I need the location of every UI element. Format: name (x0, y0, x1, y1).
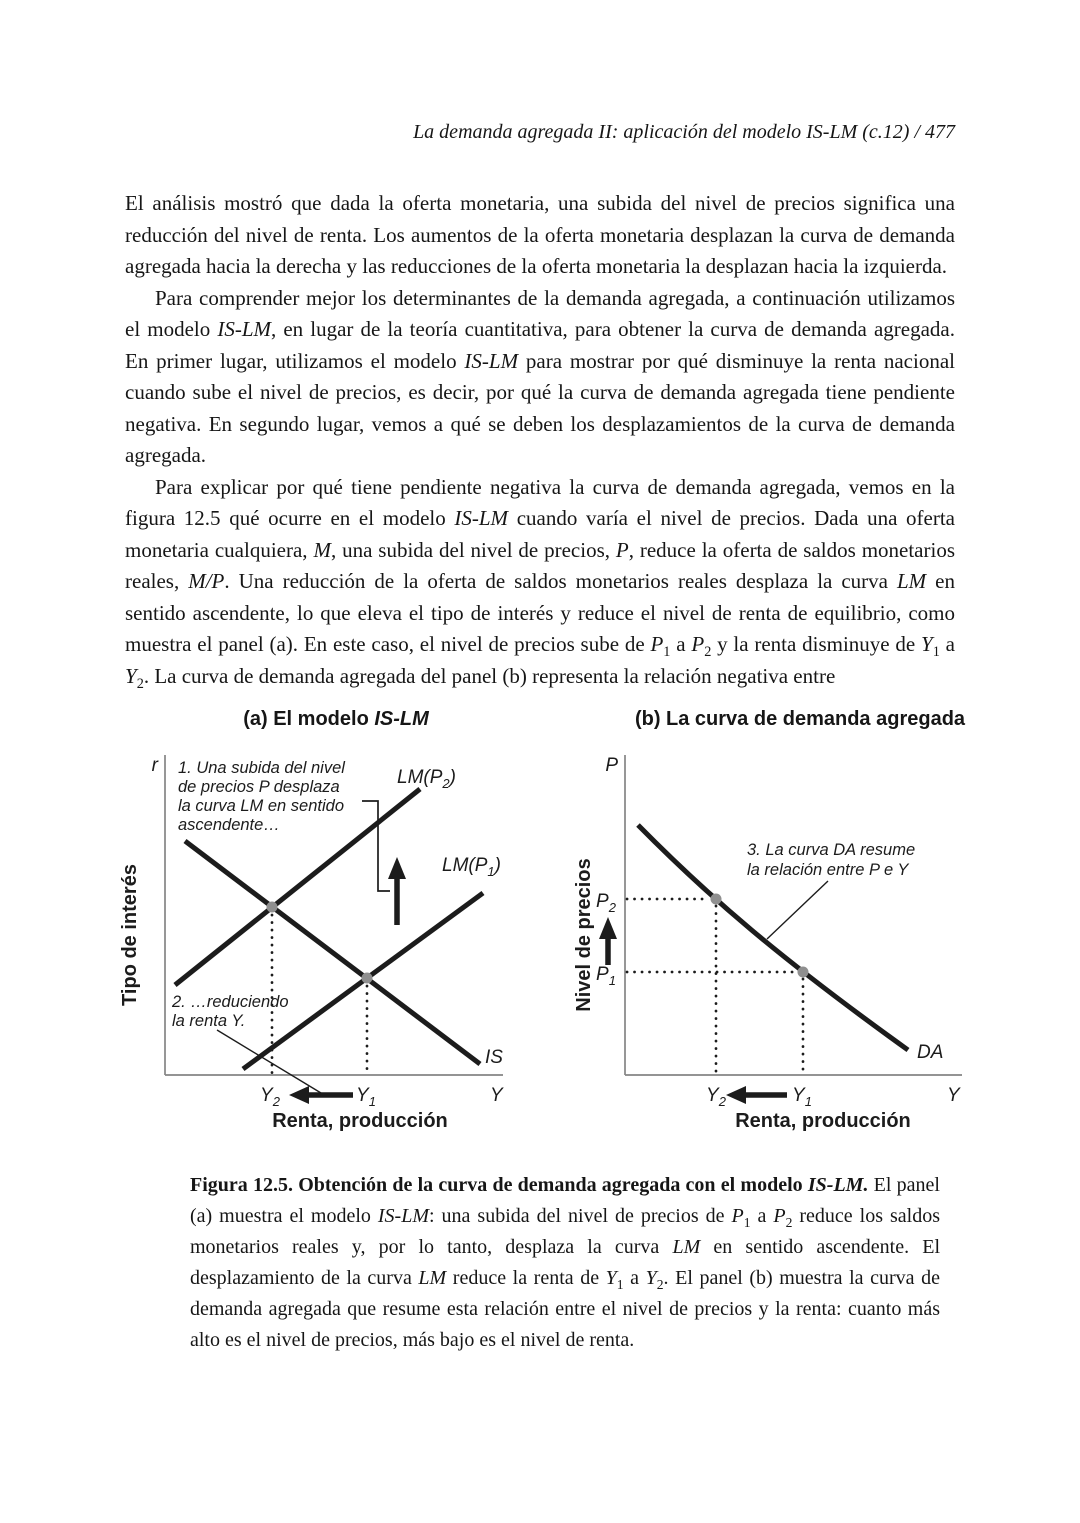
panel-a-title: (a) El modelo IS-LM (243, 708, 429, 730)
note1-line-4: ascendente… (178, 816, 280, 834)
paragraph-1: El análisis mostró que dada la oferta monetaria, una subida del nivel de precios significa una reducción del nivel de renta. Los aumentos de la oferta monetaria desplazan la curva de demanda agregada hacia la derecha y las reducciones de la oferta monetaria la desplazan hacia la izquierda. (125, 191, 955, 278)
da-curve-label: DA (917, 1042, 944, 1063)
note3-line-2: la relación entre P e Y (747, 861, 909, 879)
panel-a-x-axis-letter: Y (490, 1085, 503, 1106)
panel-a-tick-y1: $Y_1$ (356, 1085, 376, 1109)
figure-caption: Figura 12.5. Obtención de la curva de demanda agregada con el modelo IS-LM. El panel (a) muestra el modelo IS-LM: una subida del nivel de precios de $P_1$ a $P_2$ reduce los saldos monetarios reales y, por lo tanto, desplaza la curva LM en sentido ascendente. El desplazamiento de la curva LM reduce la renta de $Y_1$ a $Y_2$. El panel (b) muestra la curva de demanda agregada que resume esta relación entre el nivel de precios y la renta: cuanto más alto es el nivel de precios, más bajo es el nivel de renta. (190, 1174, 940, 1351)
panel-b-tick-y2: $Y_2$ (706, 1085, 726, 1109)
da-dot-p1 (798, 967, 809, 978)
panel-b-tick-p1: $P_1$ (596, 964, 616, 988)
panel-b-y-axis-title: Nivel de precios (573, 858, 595, 1012)
income-shift-left-arrowhead (289, 1086, 309, 1104)
note1-line-3: la curva LM en sentido (178, 797, 345, 815)
note1-line-1: 1. Una subida del nivel (178, 759, 345, 777)
panel-b (570, 707, 990, 1140)
lm-shift-up-arrowhead (388, 857, 406, 879)
panel-a (110, 707, 550, 1140)
note2-pointer-line (217, 1030, 321, 1093)
price-rise-up-arrowhead (599, 917, 617, 939)
paragraph-2: Para comprender mejor los determinantes de la demanda agregada, a continuación utilizamos el modelo IS-LM, en lugar de la teoría cuantitativa, para obtener la curva de demanda agregada. En primer lugar, utilizamos el modelo IS-LM para mostrar por qué disminuye la renta nacional cuando sube el nivel de precios, es decir, por qué la curva de demanda agregada tiene pendiente negativa. En segundo lugar, vemos a qué se deben los desplazamientos de la curva de demanda agregada. (125, 285, 955, 467)
panel-b-x-axis-title: Renta, producción (735, 1110, 911, 1132)
figure-12-5 (110, 707, 1080, 1140)
panel-b-title: (b) La curva de demanda agregada (634, 708, 966, 730)
panel-b-x-axis-letter: Y (947, 1085, 960, 1106)
note2-line-1: 2. …reduciendo (172, 993, 289, 1011)
panel-b-tick-y1: $Y_1$ (792, 1085, 812, 1109)
body-text (125, 188, 955, 692)
equilibrium-dot-p2 (267, 902, 278, 913)
panel-a-diagram (110, 743, 550, 1135)
panel-b-tick-p2: $P_2$ (596, 891, 616, 915)
lm2-curve-label: $LM(P_2)$ (397, 767, 456, 791)
panel-b-y-axis-letter: P (605, 755, 618, 776)
paragraph-3: Para explicar por qué tiene pendiente negativa la curva de demanda agregada, vemos en la figura 12.5 qué ocurre en el modelo IS-LM cuando varía el nivel de precios. Dada una oferta monetaria cualquiera, M, una subida del nivel de precios, P, reduce la oferta de saldos monetarios reales, M/P. Una reducción de la oferta de saldos monetarios reales desplaza la curva LM en sentido ascendente, lo que eleva el tipo de interés y reduce el nivel de renta de equilibrio, como muestra el panel (a). En este caso, el nivel de precios sube de $P_1$ a $P_2$ y la renta disminuye de $Y_1$ a $Y_2$. La curva de demanda agregada del panel (b) representa la relación negativa entre (125, 474, 956, 692)
equilibrium-dot-p1 (362, 973, 373, 984)
lm1-curve-label: $LM(P_1)$ (442, 855, 501, 879)
panel-a-x-axis-title: Renta, producción (272, 1110, 448, 1132)
is-curve-label: IS (485, 1047, 503, 1068)
panel-b-diagram (570, 743, 990, 1135)
note3-line-1: 3. La curva DA resume (747, 841, 916, 859)
panel-a-y-axis-letter: r (151, 755, 158, 776)
is-curve (185, 841, 480, 1064)
note1-line-2: de precios P desplaza (178, 778, 340, 796)
da-dot-p2 (711, 894, 722, 905)
panel-a-tick-y2: $Y_2$ (260, 1085, 280, 1109)
note3-pointer-line (767, 881, 828, 939)
running-head: La demanda agregada II: aplicación del modelo IS-LM (c.12) / 477 (413, 121, 955, 143)
panel-b-income-shift-left-arrowhead (726, 1086, 746, 1104)
note2-line-2: la renta Y. (172, 1012, 246, 1030)
panel-a-y-axis-title: Tipo de interés (119, 864, 141, 1006)
